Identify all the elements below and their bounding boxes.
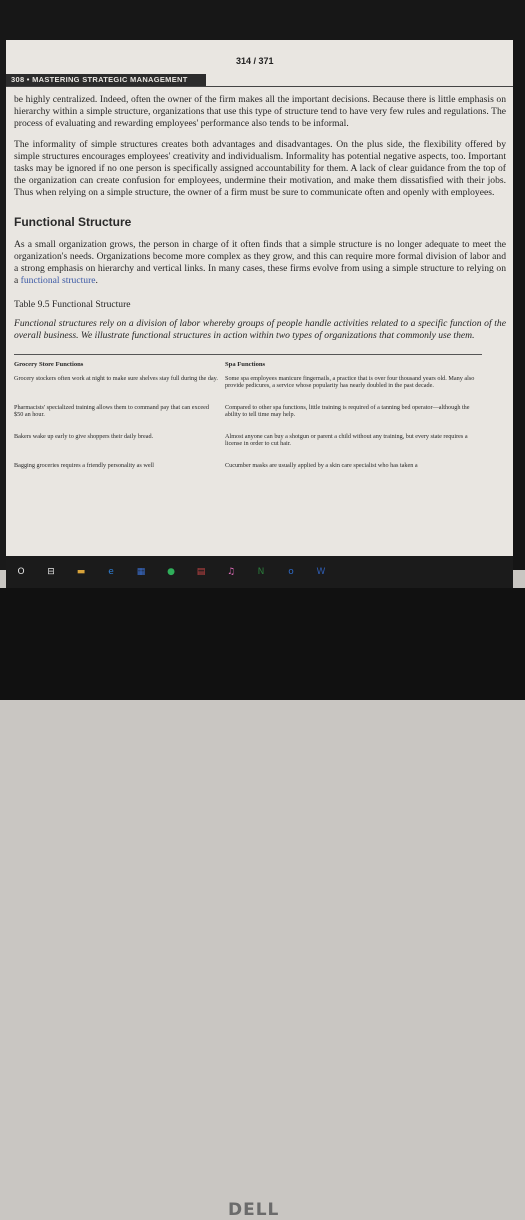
section-text-after-link: . — [95, 275, 98, 286]
page-content — [14, 94, 506, 491]
section-text-before-link: As a small organization grows, the person in charge of it often finds that a simple structure is no longer adequate to meet the organization's needs. Organizations become more complex as they grow, and this can require more formal division of labor and a strong emphasis on hierarchy and vertical links. In many cases, these firms evolve from using a simple structure to relying on a — [14, 239, 506, 286]
table-cell-grocery: Pharmacists' specialized training allows them to command pay that can exceed $50 an hour. — [14, 403, 209, 418]
running-head-rule — [6, 86, 513, 87]
store-icon[interactable]: ▦ — [136, 567, 146, 577]
chrome-icon[interactable]: ● — [167, 567, 175, 577]
section-title: Functional Structure — [14, 215, 132, 229]
task-view-icon[interactable]: ⊟ — [47, 567, 55, 577]
functional-structure-link[interactable]: functional structure — [20, 275, 96, 286]
functions-table — [14, 361, 482, 484]
file-explorer-icon[interactable]: ▬ — [76, 567, 86, 577]
table-title: Table 9.5 Functional Structure — [14, 299, 131, 310]
table-cell-spa: Some spa employees manicure fingernails, a practice that is over four thousand years old. Many also provide pedicures, a service whose popularity has nearly doubled in the past decade. — [225, 374, 475, 389]
table-row — [14, 462, 482, 484]
table-cell-spa: Almost anyone can buy a shotgun or parent a child without any training, but every state requires a license in order to cut hair. — [225, 432, 468, 447]
table-top-rule — [14, 354, 482, 355]
word-icon[interactable]: W — [316, 567, 326, 577]
table-header-spa: Spa Functions — [225, 361, 266, 368]
calendar-icon[interactable]: ▤ — [196, 567, 206, 577]
table-cell-grocery: Bakers wake up early to give shoppers their daily bread. — [14, 432, 154, 440]
section-paragraph — [14, 239, 506, 287]
monitor-bezel-right — [513, 40, 525, 570]
ebook-reader-screen — [6, 40, 513, 570]
dell-logo: DELL — [228, 1200, 280, 1220]
table-header-row — [14, 361, 482, 375]
itunes-icon[interactable]: ♫ — [226, 567, 236, 577]
table-row — [14, 375, 482, 397]
table-cell-grocery: Grocery stockers often work at night to make sure shelves stay full during the day. — [14, 374, 218, 382]
onenote-icon[interactable]: N — [257, 567, 265, 577]
table-row — [14, 433, 482, 455]
monitor-bezel-bottom — [0, 588, 525, 1220]
outlook-icon[interactable]: o — [288, 567, 294, 577]
page-indicator: 314 / 371 — [236, 56, 274, 66]
table-cell-spa: Compared to other spa functions, little training is required of a tanning bed operator—although the ability to tell time may help. — [225, 403, 470, 418]
table-header-grocery: Grocery Store Functions — [14, 361, 84, 368]
windows-taskbar — [6, 556, 513, 588]
edge-icon[interactable]: e — [108, 567, 114, 577]
start-icon[interactable]: O — [17, 567, 25, 577]
table-caption: Functional structures rely on a division of labor whereby groups of people handle activities related to a specific function of the overall business. We illustrate functional structures in action within two types of organizations that commonly use them. — [14, 318, 506, 341]
table-row — [14, 404, 482, 426]
table-cell-spa: Cucumber masks are usually applied by a skin care specialist who has taken a — [225, 461, 418, 469]
body-paragraph-2: The informality of simple structures creates both advantages and disadvantages. On the plus side, the flexibility offered by simple structures encourages employees' creativity and individualism. Informality has potential negative aspects, too. Important tasks may be ignored if no one person is specifically assigned accountability for them. A lack of clear guidance from the top of the organization can create confusion for employees, undermine their motivation, and make them dissatisfied with their jobs. Thus when relying on a simple structure, the owner of a firm must be sure to communicate often and openly with employees. — [14, 139, 506, 198]
body-paragraph-1: be highly centralized. Indeed, often the owner of the firm makes all the important decisions. Because there is little emphasis on hierarchy within a simple structure, organizations that use this type of structure tend to have very few rules and regulations. The process of evaluating and rewarding employees' performance also tends to be informal. — [14, 94, 506, 129]
table-cell-grocery: Bagging groceries requires a friendly personality as well — [14, 461, 155, 469]
running-head: 308 • MASTERING STRATEGIC MANAGEMENT — [6, 74, 206, 86]
monitor-bezel-top — [0, 0, 525, 40]
